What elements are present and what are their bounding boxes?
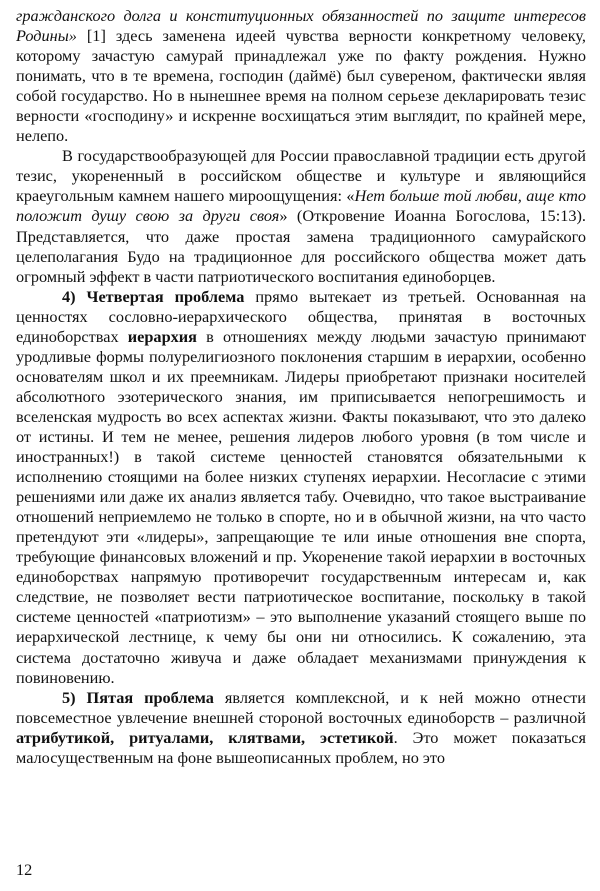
- problem-heading: 5) Пятая проблема: [62, 687, 214, 707]
- text-span: [1] здесь заменена идеей чувства верности конкретному человеку, которому зачастую самурай принадлежал уже по факту рождения. Нужно понимать, что в те времена, господин (даймё) был сувереном, фактически являя собой государство. Но в нынешнее время на полном серьезе декларировать тезис верности «господину» и искренне восхищаться этим выглядит, по крайней мере, нелепо.: [16, 26, 586, 146]
- text-span: В государствообразующей для России православной традиции есть другой тезис, укорененный в российском обществе и культуре и являющийся краеугольным камнем нашего мироощущения: «: [16, 146, 586, 206]
- page-number: 12: [16, 860, 33, 879]
- problem-heading: 4) Четвертая проблема: [62, 286, 245, 306]
- text-span: в отношениях между людьми зачастую принимают уродливые формы полурелигиозного поклонения старшим в иерархии, особенно основателям школ и их преемникам. Лидеры приобретают признаки носителей абсолютного эзотерического знания, им приписывается непогрешимость и вселенская мудрость во всех аспектах жизни. Факты показывают, что это далеко от истины. И тем не менее, решения лидеров любого уровня (в том числе и иностранных!) в такой системе ценностей становятся обязательными к исполнению стоящими на более низких ступенях иерархии. Несогласие с этими решениями или даже их анализ является табу. Очевидно, что такое выстраивание отношений неприемлемо не только в спорте, но и в обычной жизни, на что часто претендуют эти «лидеры», запрещающие те или иные отношения вне спорта, требующие финансовых вложений и пр. Укоренение такой иерархии в восточных единоборствах напрямую противоречит государственным интересам и, как следствие, не позволяет вести патриотическое воспитание, поскольку в такой системе ценностей «патриотизм» – это выполнение указаний стоящего выше по иерархической лестнице, к чему бы они ни относились. К сожалению, эта система достаточно живуча и даже обладает механизмами принуждения к повиновению.: [16, 326, 586, 687]
- text-span: » (Откровение Иоанна Богослова, 15:13). Представляется, что даже простая замена традиционного самурайского целеполагания Будо на традиционное для российского общества может дать огромный эффект в части патриотического воспитания единоборцев.: [16, 206, 586, 286]
- paragraph-fourth-problem: [16, 287, 586, 688]
- emphasis-span: иерархия: [127, 326, 197, 346]
- emphasis-span: атрибутикой, ритуалами, клятвами, эстетикой: [16, 727, 394, 747]
- text-span: . Это может показаться малосущественным на фоне вышеописанных проблем, но это: [16, 727, 586, 767]
- paragraph-loyalty-continuation: [16, 6, 586, 146]
- paragraph-orthodox-tradition: [16, 146, 586, 286]
- text-span: гражданского долга и конституционных обязанностей по защите интересов Родины»: [16, 6, 586, 46]
- paragraph-fifth-problem: [16, 688, 586, 768]
- text-span: прямо вытекает из третьей. Основанная на ценностях сословно-иерархического общества, принятая в восточных единоборствах: [16, 286, 586, 346]
- text-span: является комплексной, и к ней можно отнести повсеместное увлечение внешней стороной восточных единоборств – различной: [16, 687, 586, 727]
- quote-span: Нет больше той любви, аще кто положит душу свою за други своя: [16, 186, 586, 226]
